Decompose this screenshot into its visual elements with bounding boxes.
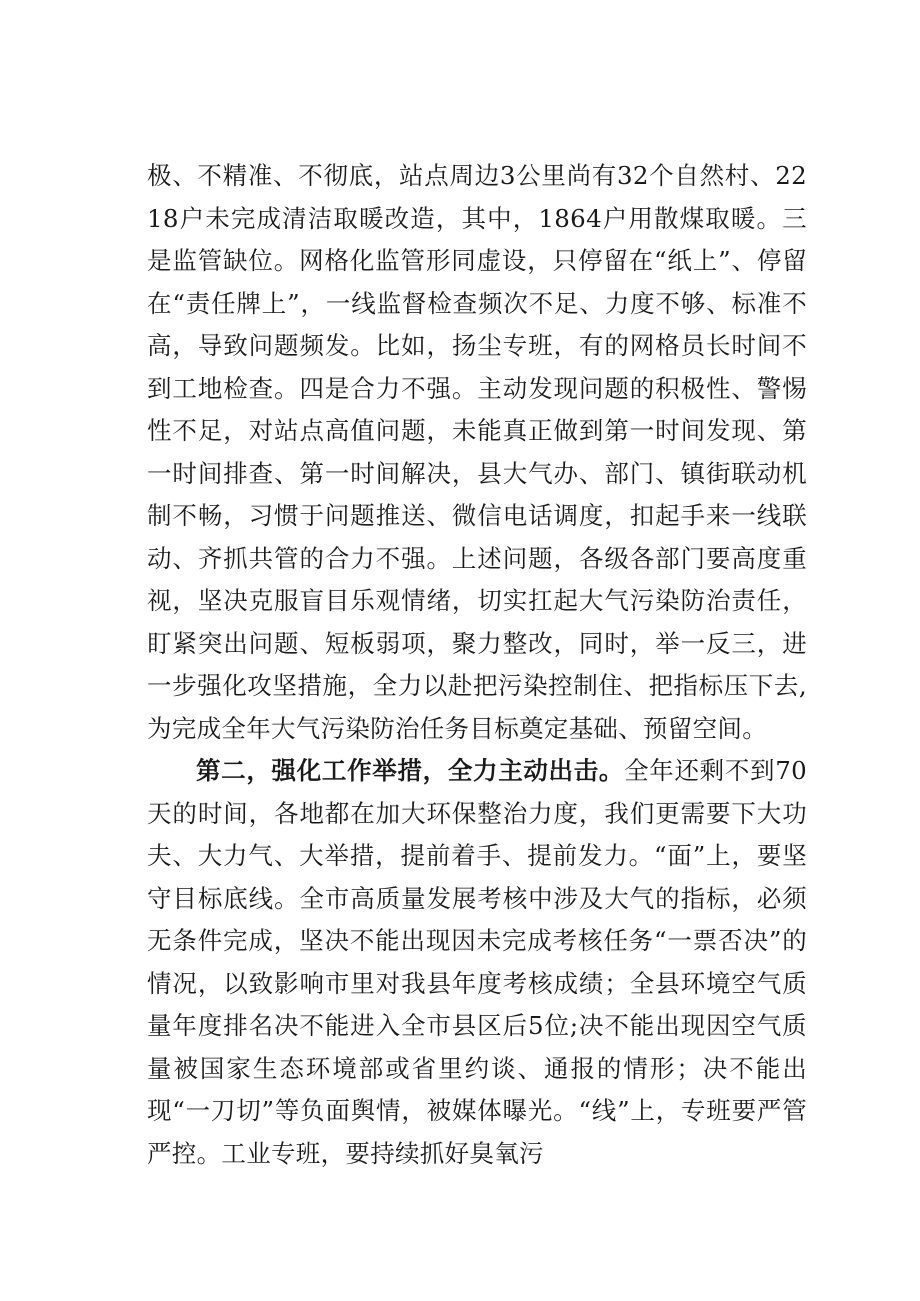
paragraph-2 — [147, 750, 807, 1175]
paragraph-2-body: 全年还剩不到70天的时间，各地都在加大环保整治力度，我们更需要下大功夫、大力气、大举措，提前着手、提前发力。“面”上，要坚守目标底线。全市高质量发展考核中涉及大气的指标，必须无条件完成，坚决不能出现因未完成考核任务“一票否决”的情况，以致影响市里对我县年度考核成绩；全县环境空气质量年度排名决不能进入全市县区后5位;决不能出现因空气质量被国家生态环境部或省里约谈、通报的情形；决不能出现“一刀切”等负面舆情，被媒体曝光。“线”上，专班要严管严控。工业专班，要持续抓好臭氧污 — [147, 756, 807, 1168]
paragraph-2-lead: 第二，强化工作举措，全力主动出击。 — [196, 756, 625, 785]
document-body — [147, 155, 807, 1175]
paragraph-1: 极、不精准、不彻底，站点周边3公里尚有32个自然村、2218户未完成清洁取暖改造，其中，1864户用散煤取暖。三是监管缺位。网格化监管形同虚设，只停留在“纸上”、停留在“责任牌上”，一线监督检查频次不足、力度不够、标准不高，导致问题频发。比如，扬尘专班，有的网格员长时间不到工地检查。四是合力不强。主动发现问题的积极性、警惕性不足，对站点高值问题，未能真正做到第一时间发现、第一时间排查、第一时间解决，县大气办、部门、镇街联动机制不畅，习惯于问题推送、微信电话调度，扣起手来一线联动、齐抓共管的合力不强。上述问题，各级各部门要高度重视，坚决克服盲目乐观情绪，切实扛起大气污染防治责任，盯紧突出问题、短板弱项，聚力整改，同时，举一反三，进一步强化攻坚措施，全力以赴把污染控制住、把指标压下去,为完成全年大气污染防治任务目标奠定基础、预留空间。 — [147, 161, 807, 743]
